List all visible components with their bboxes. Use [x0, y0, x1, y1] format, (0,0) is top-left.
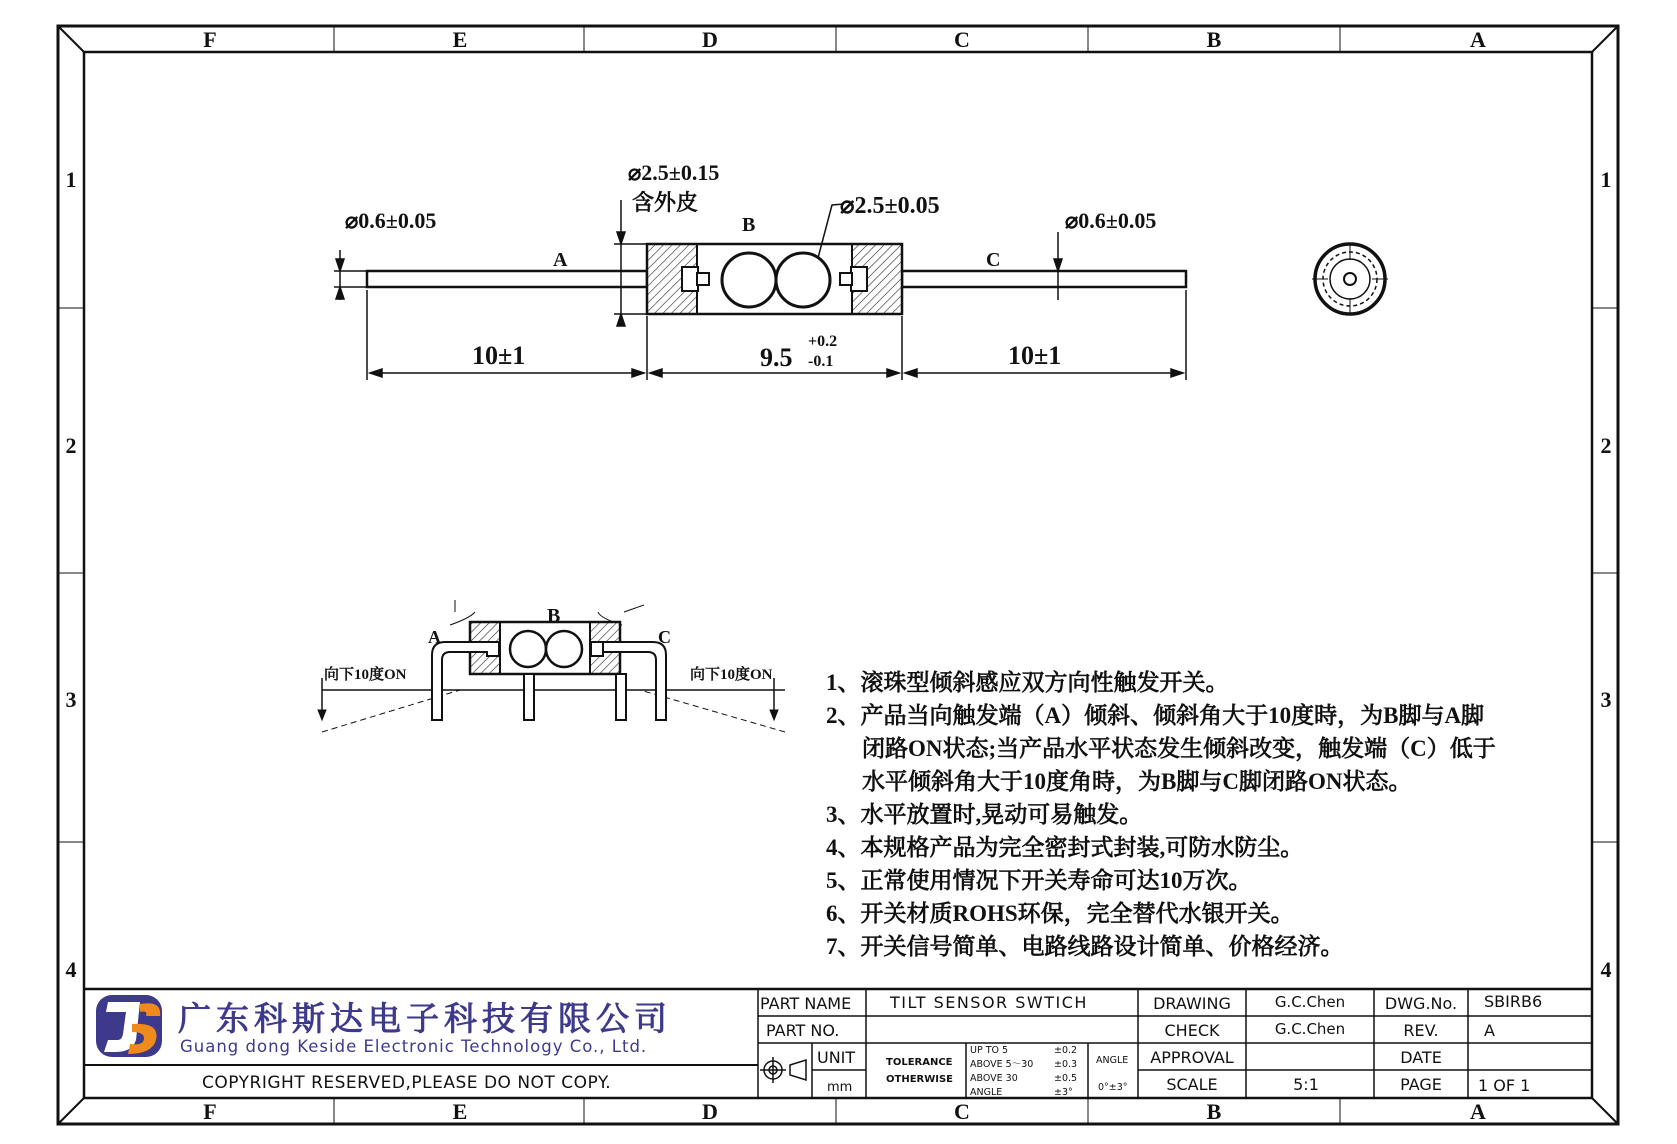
dwg-no-value: SBIRB6	[1484, 992, 1543, 1011]
note-line: 5、正常使用情况下开关寿命可达10万次。	[826, 868, 1252, 893]
tilt-note-right: 向下10度ON	[690, 667, 773, 683]
tolerance-range: ABOVE 30	[970, 1073, 1018, 1084]
check-label: CHECK	[1164, 1021, 1220, 1040]
tolerance-value: ±0.2	[1054, 1045, 1078, 1056]
part-name-value: TILT SENSOR SWTICH	[890, 993, 1088, 1012]
column-label-top: B	[1206, 27, 1222, 52]
side-view	[367, 244, 1186, 314]
body-length: 9.5	[760, 343, 793, 372]
column-label-bottom: B	[1206, 1099, 1222, 1124]
company-logo	[96, 995, 162, 1057]
row-label-right: 2	[1600, 433, 1612, 458]
tolerance-label: TOLERANCE	[886, 1057, 953, 1068]
unit-value: mm	[827, 1080, 853, 1095]
page-label: PAGE	[1400, 1075, 1442, 1094]
tolerance-range: ANGLE	[970, 1087, 1003, 1098]
copyright-notice: COPYRIGHT RESERVED,PLEASE DO NOT COPY.	[202, 1073, 612, 1093]
company-name-en: Guang dong Keside Electronic Technology Co., Ltd.	[180, 1037, 648, 1056]
note-line: 1、滚珠型倾斜感应双方向性触发开关。	[826, 670, 1229, 695]
date-label: DATE	[1400, 1048, 1442, 1067]
note-line: 水平倾斜角大于10度角時，为B脚与C脚闭路ON状态。	[862, 769, 1412, 794]
approval-label: APPROVAL	[1150, 1048, 1234, 1067]
column-label-top: D	[702, 27, 718, 52]
lead-length-right: 10±1	[1008, 341, 1062, 370]
rev-label: REV.	[1403, 1021, 1439, 1040]
terminal-label-c: C	[986, 249, 1001, 271]
end-view	[1312, 244, 1388, 314]
otherwise-label: OTHERWISE	[886, 1074, 954, 1085]
lead-diameter-left: ⌀0.6±0.05	[345, 208, 437, 233]
drawing-label: DRAWING	[1153, 994, 1231, 1013]
body-diameter-note: 含外皮	[632, 190, 699, 215]
column-label-bottom: A	[1470, 1099, 1486, 1124]
scale-label: SCALE	[1166, 1075, 1218, 1094]
lead-length-left: 10±1	[472, 341, 526, 370]
body-tolerance-lower: -0.1	[808, 353, 834, 370]
part-no-label: PART NO.	[766, 1021, 840, 1040]
tilt-label-b: B	[547, 605, 561, 627]
note-line: 3、水平放置时,晃动可易触发。	[826, 802, 1143, 827]
tilt-label-c: C	[658, 627, 671, 647]
tilt-note-left: 向下10度ON	[324, 667, 407, 683]
tolerance-value: ±0.5	[1054, 1073, 1078, 1084]
terminal-label-a: A	[553, 249, 568, 271]
note-line: 7、开关信号简单、电路线路设计简单、价格经济。	[826, 934, 1344, 959]
column-label-top: A	[1470, 27, 1486, 52]
projection-symbol-icon	[760, 1057, 806, 1083]
spec-notes	[826, 669, 1496, 959]
row-label-right: 3	[1600, 687, 1612, 712]
row-label-left: 4	[65, 957, 77, 982]
title-block	[84, 989, 1592, 1098]
column-label-bottom: E	[452, 1099, 468, 1124]
inner-diameter: ⌀2.5±0.05	[840, 193, 940, 219]
row-label-left: 1	[65, 167, 77, 192]
column-label-bottom: D	[702, 1099, 718, 1124]
angle-value: 0°±3°	[1098, 1082, 1128, 1093]
drawing-value: G.C.Chen	[1274, 993, 1346, 1011]
note-line: 闭路ON状态;当产品水平状态发生倾斜改变，触发端（C）低于	[862, 736, 1496, 761]
tolerance-range: UP TO 5	[970, 1045, 1009, 1056]
angle-label: ANGLE	[1096, 1055, 1129, 1066]
scale-value: 5:1	[1293, 1075, 1319, 1094]
column-label-top: C	[954, 27, 970, 52]
tolerance-range: ABOVE 5～30	[970, 1059, 1034, 1070]
part-name-label: PART NAME	[760, 994, 852, 1013]
note-line: 6、开关材质ROHS环保，完全替代水银开关。	[826, 901, 1294, 926]
tilt-label-a: A	[428, 627, 441, 647]
note-line: 4、本规格产品为完全密封式封装,可防水防尘。	[826, 835, 1304, 860]
row-label-left: 3	[65, 687, 77, 712]
column-label-top: F	[203, 27, 217, 52]
company-name-cn: 广东科斯达电子科技有限公司	[178, 999, 672, 1038]
rev-value: A	[1484, 1021, 1495, 1040]
note-line: 2、产品当向触发端（A）倾斜、倾斜角大于10度時，为B脚与A脚	[826, 703, 1485, 728]
row-label-left: 2	[65, 433, 77, 458]
sheet-frame	[58, 26, 1618, 1124]
terminal-label-b: B	[742, 214, 756, 236]
column-label-bottom: C	[954, 1099, 970, 1124]
column-label-top: E	[452, 27, 468, 52]
check-value: G.C.Chen	[1274, 1020, 1346, 1038]
body-diameter: ⌀2.5±0.15	[628, 160, 720, 185]
body-tolerance-upper: +0.2	[808, 333, 838, 350]
tolerance-value: ±3°	[1054, 1087, 1073, 1098]
column-label-bottom: F	[203, 1099, 217, 1124]
lead-diameter-right: ⌀0.6±0.05	[1065, 208, 1157, 233]
row-label-right: 4	[1600, 957, 1612, 982]
tolerance-value: ±0.3	[1054, 1059, 1078, 1070]
unit-label: UNIT	[817, 1048, 856, 1067]
page-value: 1 OF 1	[1478, 1076, 1531, 1095]
dwg-no-label: DWG.No.	[1384, 994, 1458, 1013]
row-label-right: 1	[1600, 167, 1612, 192]
